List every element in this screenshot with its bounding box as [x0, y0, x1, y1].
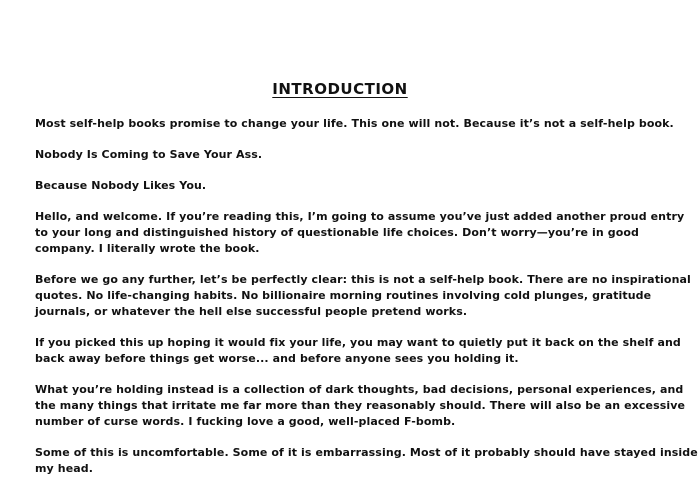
paragraph-line: What you’re holding instead is a collection of dark thoughts, bad decisions, personal experiences, and [35, 383, 684, 396]
paragraph-line: quotes. No life-changing habits. No billionaire morning routines involving cold plunges, gratitude [35, 289, 652, 302]
paragraph-8 [35, 445, 698, 477]
paragraph-5 [35, 272, 691, 320]
paragraph-3 [35, 178, 655, 194]
paragraph-4 [35, 209, 685, 257]
paragraph-7 [35, 382, 686, 430]
paragraph-line: Nobody Is Coming to Save Your Ass. [35, 148, 263, 161]
paragraph-line: Hello, and welcome. If you’re reading this, I’m going to assume you’ve just added another proud entry [35, 210, 685, 223]
page-title: INTRODUCTION [272, 80, 408, 98]
paragraph-line: number of curse words. I fucking love a good, well-placed F-bomb. [35, 415, 456, 428]
paragraph-1 [35, 116, 674, 132]
paragraph-line: Because Nobody Likes You. [35, 179, 207, 192]
paragraph-line: my head. [35, 462, 94, 475]
document-body [35, 116, 698, 492]
paragraph-line: back away before things get worse... and before anyone sees you holding it. [35, 352, 519, 365]
paragraph-line: Most self-help books promise to change your life. This one will not. Because it’s not a self-help book. [35, 117, 674, 130]
paragraph-line: company. I literally wrote the book. [35, 242, 260, 255]
paragraph-line: Some of this is uncomfortable. Some of it is embarrassing. Most of it probably should have stayed inside [35, 446, 698, 459]
paragraph-line: the many things that irritate me far more than they reasonably should. There will also be an excessive [35, 399, 686, 412]
paragraph-line: Before we go any further, let’s be perfectly clear: this is not a self-help book. There are no inspirational [35, 273, 691, 286]
paragraph-6 [35, 335, 681, 367]
paragraph-line: journals, or whatever the hell else successful people pretend works. [35, 305, 468, 318]
paragraph-line: If you picked this up hoping it would fix your life, you may want to quietly put it back on the shelf and [35, 336, 681, 349]
paragraph-2 [35, 147, 655, 163]
paragraph-line: to your long and distinguished history of questionable life choices. Don’t worry—you’re in good [35, 226, 639, 239]
